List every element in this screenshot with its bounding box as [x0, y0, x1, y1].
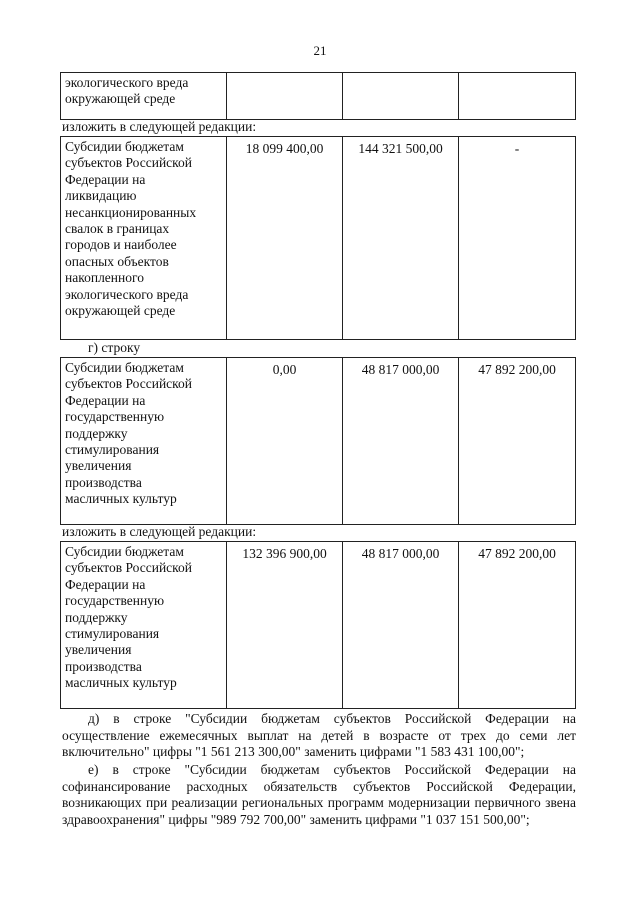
- table-row: [61, 542, 576, 709]
- value-cell: 18 099 400,00: [227, 137, 343, 340]
- table-row-4: [60, 541, 576, 709]
- value-cell: 48 817 000,00: [343, 358, 459, 525]
- value-cell: -: [459, 137, 576, 340]
- value-cell: 47 892 200,00: [459, 358, 576, 525]
- table-row-2: [60, 136, 576, 340]
- row-label: Субсидии бюджетам субъектов Российской Федерации на ликвидацию несанкционированных свалок в границах городов и наиболее опасных объектов накопленного экологического вреда окружающей среде: [61, 137, 227, 340]
- value-cell: 47 892 200,00: [459, 542, 576, 709]
- table-row: [61, 137, 576, 340]
- item-e-paragraph: е) в строке "Субсидии бюджетам субъектов Российской Федерации на софинансирование расходных обязательств субъектов Российской Федерации, возникающих при реализации региональных программ модернизации первичного звена здравоохранения" цифры "989 792 700,00" заменить цифрами "1 037 151 500,00";: [62, 762, 576, 827]
- value-cell: [343, 73, 459, 120]
- row-label: экологического вреда окружающей среде: [61, 73, 227, 120]
- row-label: Субсидии бюджетам субъектов Российской Федерации на государственную поддержку стимулирования увеличения производства масличных культур: [61, 542, 227, 709]
- value-cell: 48 817 000,00: [343, 542, 459, 709]
- table-row-3: [60, 357, 576, 525]
- value-cell: [227, 73, 343, 120]
- row-label: Субсидии бюджетам субъектов Российской Федерации на государственную поддержку стимулирования увеличения производства масличных культур: [61, 358, 227, 525]
- value-cell: 144 321 500,00: [343, 137, 459, 340]
- restate-heading-1: изложить в следующей редакции:: [62, 119, 257, 134]
- value-cell: [459, 73, 576, 120]
- value-cell: 0,00: [227, 358, 343, 525]
- restate-heading-2: изложить в следующей редакции:: [62, 524, 257, 539]
- table-row: [61, 358, 576, 525]
- item-d-paragraph: д) в строке "Субсидии бюджетам субъектов Российской Федерации на осуществление ежемесячных выплат на детей в возрасте от трех до семи лет включительно" цифры "1 561 213 300,00" заменить цифрами "1 583 431 100,00";: [62, 711, 576, 760]
- item-g-heading: г) строку: [88, 340, 141, 355]
- value-cell: 132 396 900,00: [227, 542, 343, 709]
- page-number: 21: [313, 43, 327, 58]
- table-row-1-continuation: [60, 72, 576, 120]
- table-row: [61, 73, 576, 120]
